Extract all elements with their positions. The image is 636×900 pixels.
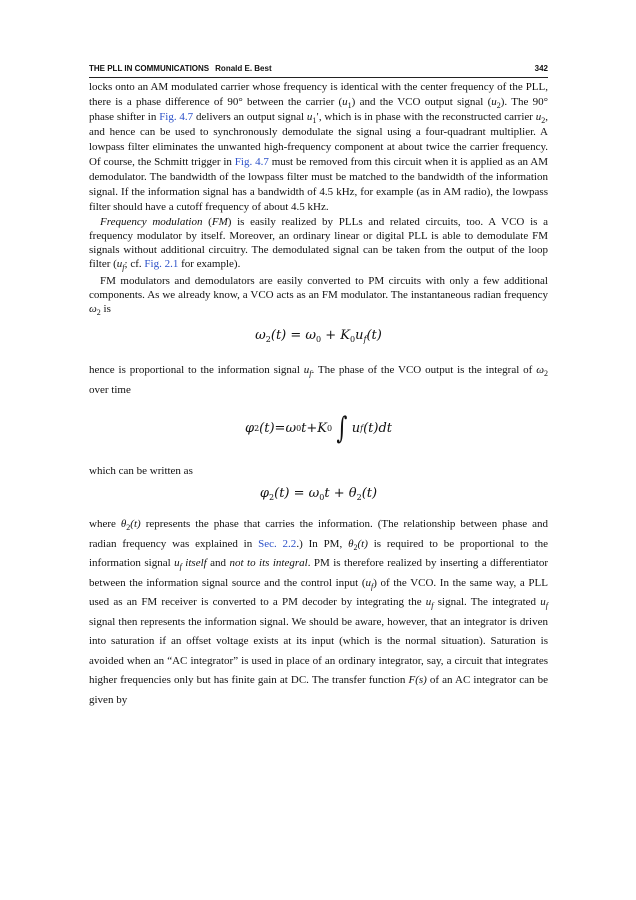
math-symbol: ω (308, 486, 320, 501)
text-run: for example). (178, 258, 241, 270)
math-symbol: θ (348, 537, 354, 550)
math-subscript: f (309, 369, 312, 378)
math-symbol: u (303, 364, 310, 376)
paragraph-phase-integral (89, 361, 548, 400)
math-operator: = (286, 328, 306, 343)
math-subscript: 1 (312, 116, 317, 125)
text-run: must be removed from this circuit when it is applied as an AM demodulator. The bandwidth of the lowpass filter must be matched to the bandwidth of the information signal. If the information signal has a bandwidth of 4.5 kHz, for example (as in AM radio), the lowpass filter should have a cutoff frequency of about 4.5 kHz. (89, 156, 548, 213)
math-symbol: u (355, 328, 364, 343)
text-run: delivers an output signal (193, 111, 307, 123)
math-symbol: t (324, 486, 330, 501)
text-run: . The phase of the VCO output is the integral of (311, 364, 537, 376)
math-subscript: f (122, 263, 125, 272)
section-link[interactable]: Sec. 2.2 (258, 537, 297, 550)
math-symbol: u (174, 557, 180, 569)
math-symbol: φ (259, 486, 270, 501)
math-subscript: 2 (126, 523, 131, 532)
author-name: Ronald E. Best (215, 64, 272, 73)
text-run: ) and the VCO output signal ( (351, 96, 492, 108)
math-subscript: 2 (541, 116, 546, 125)
math-symbol: u (535, 111, 542, 123)
text-run: represents the phase that carries the information. (The relationship between phase and radian frequency was explained in (89, 518, 549, 550)
math-subscript: 2 (496, 101, 501, 110)
math-subscript: f (431, 601, 434, 610)
math-symbol: t (301, 421, 307, 436)
italic-term: not to its integral (229, 557, 308, 569)
math-subscript: 2 (543, 369, 548, 378)
math-arg: (t) (274, 486, 290, 501)
text-run: ) of the VCO. In the same way, a PLL used as an FM receiver is converted to a PM decoder by integrating the (89, 576, 548, 608)
integral-sign: ∫ (336, 411, 348, 446)
math-symbol: u (540, 596, 546, 608)
equation-phase-integral: φ 2 (t) = ω 0 t + K 0 ∫ u f (t)dt (244, 411, 393, 446)
math-symbol: ω (285, 421, 297, 436)
paragraph-pm-realization (89, 515, 548, 710)
equation-phase-sum (89, 487, 548, 501)
math-subscript: 0 (316, 335, 322, 344)
math-subscript: f (370, 581, 374, 591)
text-run: signal then represents the information signal. We should be aware, however, that an integrator is driven into saturation if an offset voltage exists at its input (which is the normal situation). Saturation is avoided when an “AC integrator” is used in place of an ordinary integrator, say, a circuit that integrates higher frequencies only but has finite gain at DC. The transfer function (89, 615, 548, 686)
math-symbol: ω (89, 303, 97, 315)
math-symbol: u (425, 596, 432, 608)
math-symbol: φ (244, 421, 255, 436)
math-subscript: 0 (350, 335, 356, 344)
text-run: which can be written as (89, 465, 193, 477)
math-arg: (t) (130, 518, 141, 530)
running-head (89, 64, 548, 73)
math-subscript: 2 (265, 335, 271, 344)
math-operator: = (274, 421, 286, 436)
text-run: of an AC integrator can be given by (89, 674, 548, 706)
math-subscript: 2 (269, 493, 275, 502)
text-run: ). The 90° phase shifter in (89, 96, 548, 123)
math-symbol: u (491, 96, 497, 108)
math-symbol: ω (305, 328, 317, 343)
math-subscript: 2 (353, 542, 358, 552)
math-symbol: u (365, 576, 371, 589)
math-subscript: 2 (96, 308, 101, 317)
text-run: locks onto an AM modulated carrier whose frequency is identical with the center frequency of the PLL, there is a phase difference of 90° between the carrier ( (89, 81, 548, 108)
text-run: over time (89, 383, 131, 396)
math-subscript: f (363, 335, 367, 344)
math-symbol: u (342, 96, 348, 108)
math-arg: (s) (415, 674, 427, 686)
italic-term: itself (181, 557, 207, 569)
header-rule (89, 77, 548, 78)
math-subscript: f (545, 601, 548, 610)
text-run: FM modulators and demodulators are easily converted to PM circuits with only a few additional components. As we already know, a VCO acts as an FM modulator. The instantaneous radian frequency (89, 275, 548, 301)
figure-link[interactable]: Fig. 2.1 (144, 258, 179, 270)
text-run: hence is proportional to the information signal (89, 364, 304, 376)
math-symbol: u (351, 421, 361, 436)
math-symbol: ω (255, 328, 266, 343)
figure-link[interactable]: Fig. 4.7 (234, 156, 269, 168)
body-text (89, 80, 548, 710)
math-symbol: K (340, 328, 351, 343)
page-number: 342 (534, 64, 548, 73)
math-subscript: 0 (319, 493, 325, 502)
text-run: is (100, 303, 111, 315)
equation-radian-frequency (89, 329, 548, 343)
text-run: . PM is therefore realized by inserting a differentiator between the information signal source and the control input ( (89, 557, 549, 589)
text-run: ) is easily realized by PLLs and related circuits, too. A VCO is a frequency modulator by itself. Moreover, an ordinary linear or digital PLL is able to demodulate FM signals without additional circuitry. The demodulated signal can be taken from the output of the loop filter ( (89, 216, 549, 270)
math-subscript: 1 (347, 101, 352, 110)
math-operator: + (321, 328, 341, 343)
paragraph-fm (89, 215, 548, 271)
math-symbol: u (306, 111, 313, 123)
italic-term: Frequency modulation (100, 216, 203, 228)
paragraph-written-as (89, 464, 548, 478)
math-symbol: ω (536, 364, 544, 376)
math-operator: + (329, 486, 349, 501)
text-run: , which is in phase with the reconstructed carrier (318, 111, 536, 123)
math-arg: (t) (270, 328, 287, 343)
math-subscript: 2 (356, 493, 362, 502)
text-run: , and hence can be used to synchronously demodulate the signal using a four-quadrant multiplier. A lowpass filter eliminates the unwanted high-frequency component at about twice the carrier frequency. Of course, the Schmitt trigger in (89, 111, 548, 168)
math-arg: (t)dt (363, 421, 393, 436)
math-operator: + (306, 421, 318, 436)
math-arg: (t) (259, 421, 275, 436)
math-symbol: u (116, 258, 123, 270)
text-run: is required to be proportional to the information signal (89, 537, 549, 569)
math-arg: (t) (357, 537, 368, 550)
italic-term: FM (211, 216, 228, 228)
math-arg: (t) (361, 486, 378, 501)
figure-link[interactable]: Fig. 4.7 (159, 111, 194, 123)
text-run: .) In PM, (296, 537, 349, 550)
text-run: signal. The integrated (433, 596, 541, 608)
running-head-left (89, 64, 272, 73)
book-title: THE PLL IN COMMUNICATIONS (89, 64, 210, 73)
math-subscript: f (179, 562, 182, 571)
math-symbol: θ (120, 518, 127, 530)
paragraph-pm-intro (89, 274, 548, 316)
math-symbol: F (408, 674, 416, 686)
text-run: ; cf. (124, 258, 145, 270)
math-symbol: K (317, 421, 328, 436)
text-run: and (206, 557, 230, 569)
text-run: where (89, 518, 121, 530)
paragraph-am-demodulation (89, 80, 548, 215)
text-run: ( (202, 216, 212, 228)
math-operator: = (289, 486, 309, 501)
math-symbol: θ (348, 486, 357, 501)
math-arg: (t) (366, 328, 382, 343)
math-prime: ′ (316, 111, 319, 123)
